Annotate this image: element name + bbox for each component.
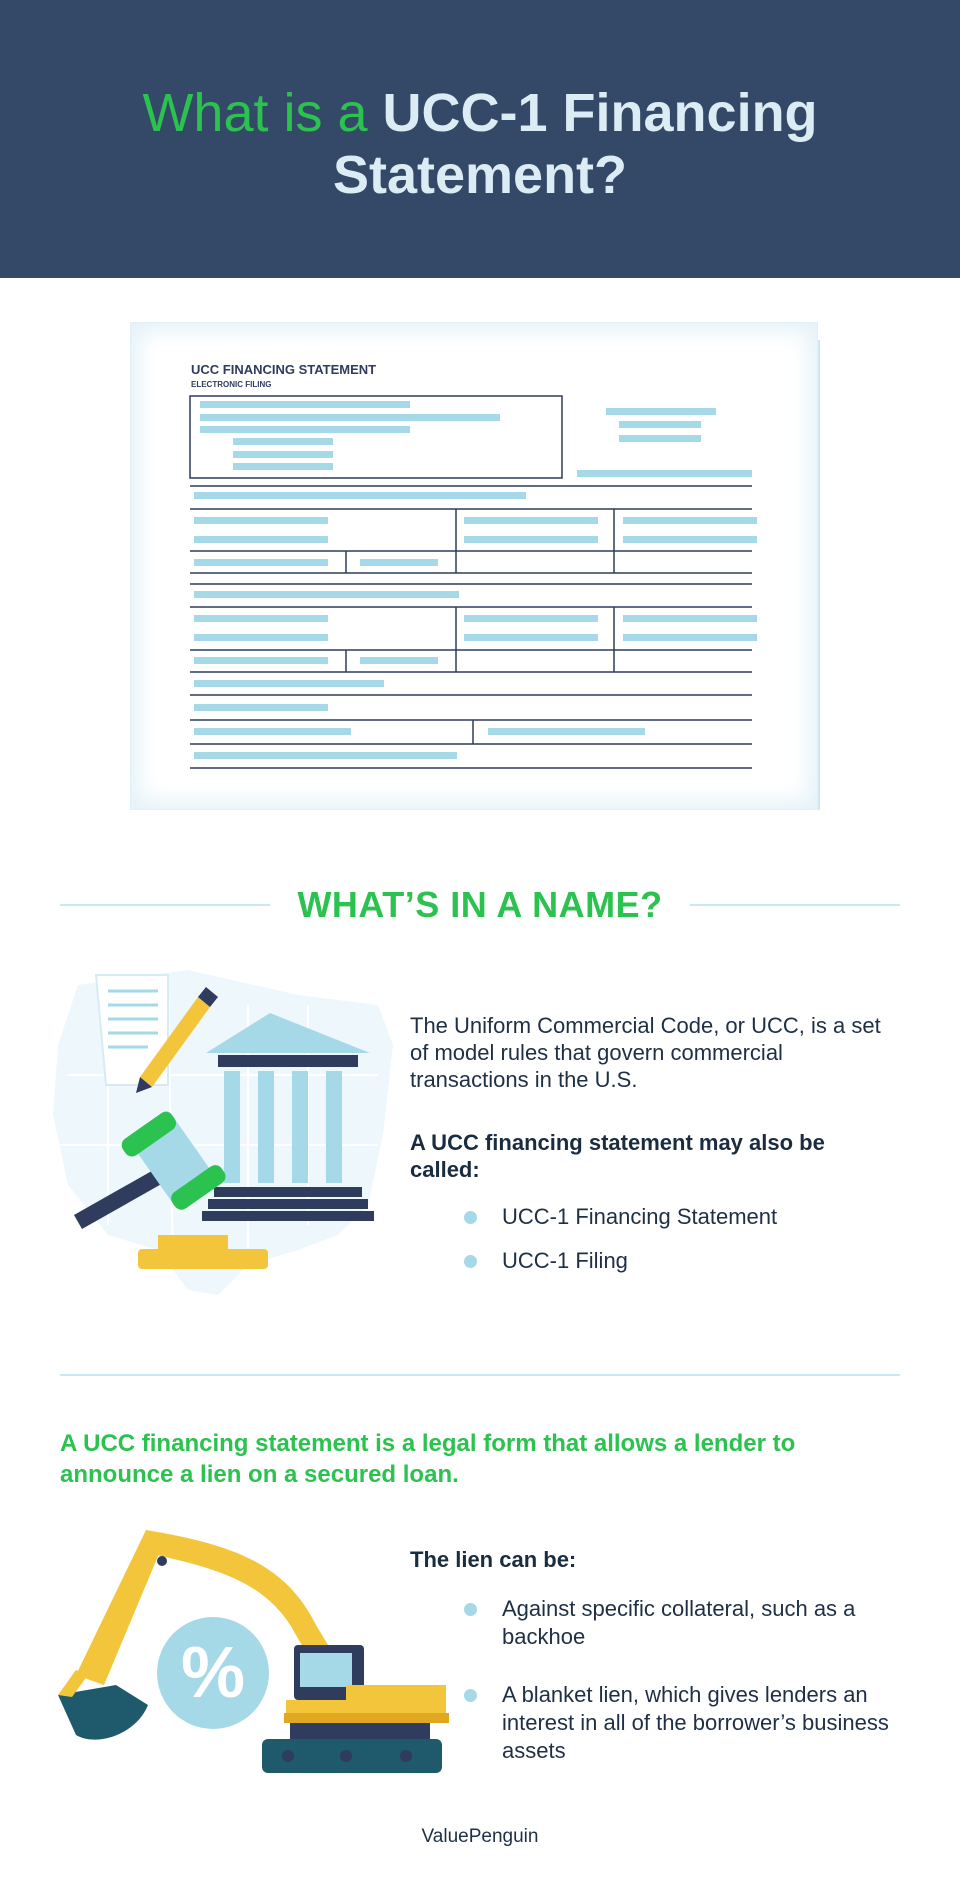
lien-heading: The lien can be: [410, 1547, 577, 1572]
lien-section-text [410, 1546, 890, 1795]
title-line2: Statement? [332, 145, 628, 205]
section-heading: WHAT’S IN A NAME? [297, 884, 663, 925]
name-section-text [410, 1012, 890, 1291]
footer-brand: ValuePenguin [421, 1826, 539, 1847]
form-title: UCC FINANCING STATEMENT [191, 362, 377, 377]
lien-list [410, 1595, 890, 1765]
legal-illustration [48, 965, 393, 1300]
section-divider [60, 1374, 900, 1376]
definition-statement: A UCC financing statement is a legal form that allows a lender to announce a lien on a secured loan. [60, 1430, 796, 1488]
title-main: UCC-1 Financing [382, 83, 818, 143]
form-lines [130, 322, 820, 810]
bullet-dot-icon [464, 1255, 477, 1268]
form-subtitle: ELECTRONIC FILING [191, 380, 272, 389]
percent-symbol: % [180, 1633, 246, 1713]
title-lead: What is a [142, 83, 368, 143]
bullet-dot-icon [464, 1689, 477, 1702]
list-item [410, 1203, 890, 1231]
page-title [0, 82, 960, 206]
bullet-dot-icon [464, 1211, 477, 1224]
document-form-illustration [130, 322, 820, 810]
list-item [410, 1681, 890, 1765]
lien-item-text: A blanket lien, which gives lenders an interest in all of the borrower’s business assets [502, 1682, 889, 1763]
heading-rule-right [690, 904, 900, 906]
lien-item-text: Against specific collateral, such as a backhoe [502, 1596, 856, 1649]
header-banner [0, 0, 960, 278]
ucc-intro-text: The Uniform Commercial Code, or UCC, is a set of model rules that govern commercial transactions in the U.S. [410, 1013, 881, 1092]
also-called-heading: A UCC financing statement may also be called: [410, 1130, 825, 1182]
excavator-illustration [56, 1525, 456, 1775]
list-item [410, 1595, 890, 1651]
heading-rule-left [60, 904, 270, 906]
alias-list [410, 1203, 890, 1275]
alias-label: UCC-1 Financing Statement [502, 1204, 778, 1229]
alias-label: UCC-1 Filing [502, 1248, 628, 1273]
bullet-dot-icon [464, 1603, 477, 1616]
section-heading-row [0, 874, 960, 934]
list-item [410, 1247, 890, 1275]
percent-icon [157, 1617, 269, 1729]
